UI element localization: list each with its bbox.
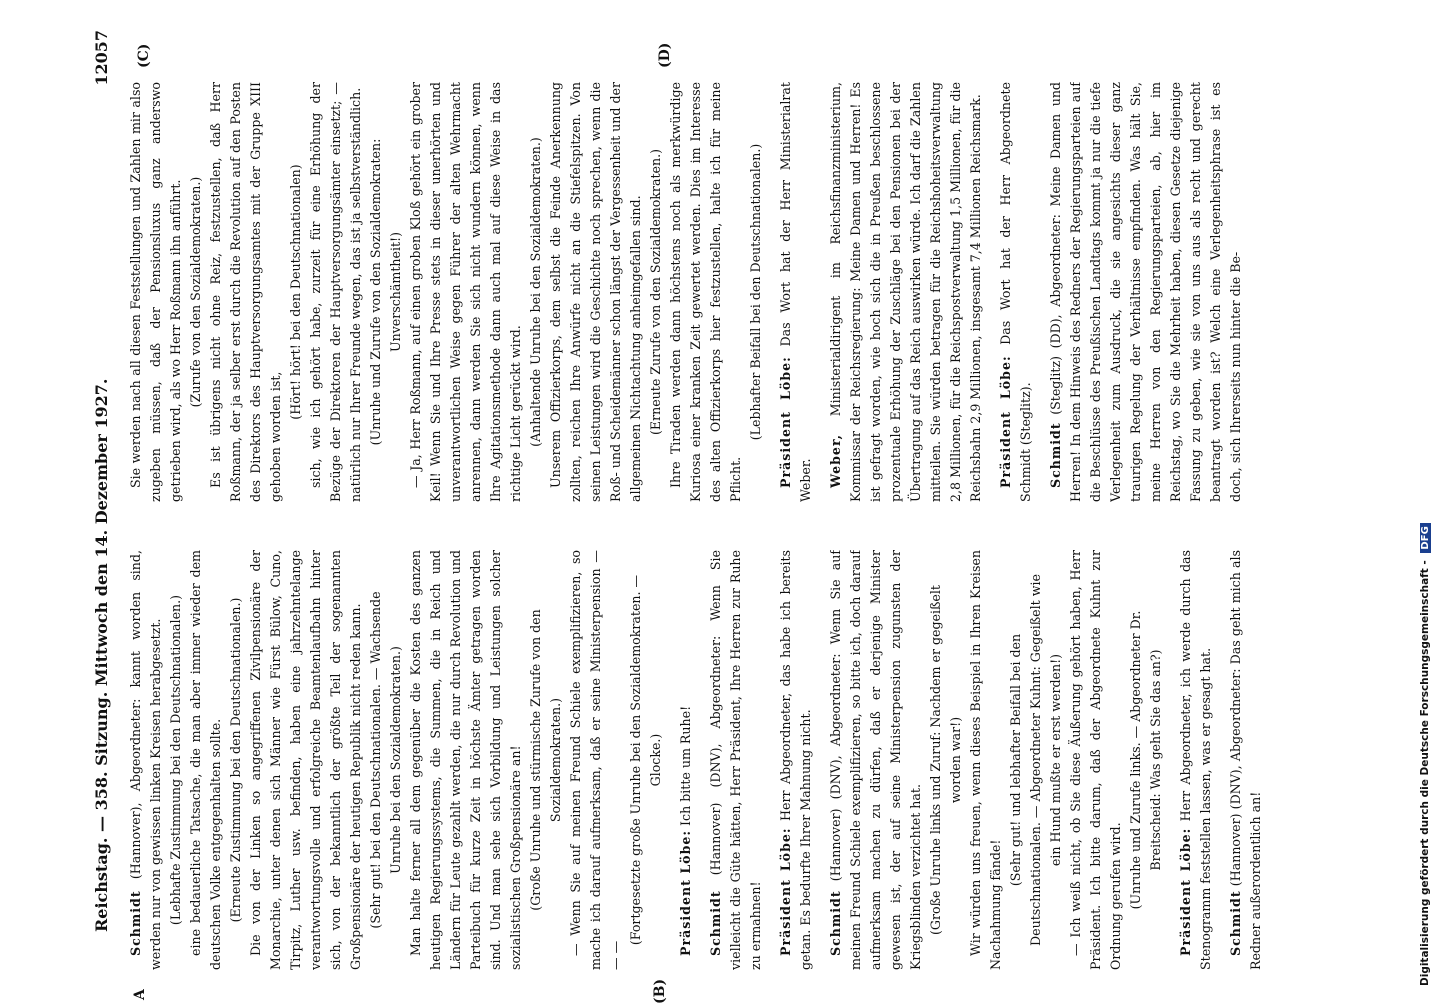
paragraph-text: (Hannover), Abgeordneter: kannt worden sind, werden nur von gewissen linken Kreisen herabgesetzt.: [128, 550, 163, 970]
paragraph-text: Es ist übrigens nicht ohne Reiz, festzustellen, daß Herr Roßmann, der ja selber erst durch die Revolution auf den Posten des Direktors des Hauptversorgungsamtes mit der Gruppe XIII gehoben worden ist,: [208, 82, 283, 502]
paragraph-text: Die von der Linken so angegriffenen Zivilpensionäre der Monarchie, unter denen sich Männer wie Fürst Bülow, Cuno, Tirpitz, Luther usw. befinden, haben eine jahrzehntelange verantwortungsvolle und erfolgreiche Beamtenlaufbahn hinter sich, von der bekanntlich der größte Teil der sogenannten Großpensionäre der heutigen Republik nicht reden kann.: [248, 550, 363, 970]
paragraph-text: (Zurufe von den Sozialdemokraten.): [188, 176, 203, 408]
paragraph-text: (Hannover) (DNV), Abgeordneter: Wenn Sie auf meinen Freund Schiele exemplifizieren, so bitte ich, doch darauf aufmerksam machen zu dürfen, daß er derjenige Minister gewesen ist, der auf seine Ministerpension zugunsten der Kriegsblinden verzichtet hat.: [828, 550, 923, 970]
paragraph-text: (Unruhe und Zurufe links. — Abgeordneter Dr. Breitscheid: Was geht Sie das an?): [1128, 610, 1163, 910]
paragraph-text: Herr Abgeordneter, ich werde durch das Stenogramm feststellen lassen, was er gesagt hat.: [1178, 550, 1213, 970]
paragraph: [966, 550, 1006, 970]
paragraph: [206, 82, 286, 502]
paragraph: [776, 82, 816, 502]
paragraph: [526, 82, 546, 502]
paragraph: [566, 550, 626, 970]
paragraph-text: (Fortgesetzte große Unruhe bei den Sozialdemokraten. — Glocke.): [628, 574, 663, 946]
paragraph-text: Ministerialdirigent im Reichsfinanzministerium, Kommissar der Reichsregierung: Meine Damen und Herren! Es ist gefragt worden, wie hoch sich die in Preußen beschlossene prozentuale Erhöhung der Zuschläge bei den Pensionen bei der Übertragung auf das Reich auswirken würde. Ich darf die Zahlen mitteilen. Sie würden betragen für die Reichshoheitsverwaltung 2,8 Millionen, für die Reichspostverwaltung 1,5 Millionen, für die Reichsbahn 2,9 Millionen, insgesamt 7,4 Millionen Reichsmark.: [828, 82, 983, 502]
paragraph-text: — Wenn Sie auf meinen Freund Schiele exemplifizieren, so mache ich darauf aufmerksam, daß er seine Ministerpension — — —: [568, 550, 623, 970]
margin-letter-d: (D): [657, 42, 673, 68]
speaker-name: Schmidt: [128, 890, 143, 956]
speaker-name: Präsident Löbe:: [778, 356, 793, 488]
paragraph: [1176, 550, 1216, 970]
rotated-document-page: [92, 30, 1382, 1004]
paragraph: [646, 82, 666, 502]
digitization-credit-text: Digitalisierung gefördert durch die Deutsche Forschungsgemeinschaft -: [1419, 560, 1431, 986]
paragraph: [926, 550, 966, 970]
paragraph-text: Das Wort hat der Herr Ministerialrat Weber.: [778, 82, 813, 502]
speaker-name: Schmidt: [1228, 890, 1243, 956]
paragraph-text: Wir würden uns freuen, wenn dieses Beispiel in Ihren Kreisen Nachahmung fände!: [968, 550, 1003, 970]
paragraph: [666, 82, 746, 502]
paragraph-text: (Steglitz) (DD), Abgeordneter: Meine Damen und Herren! In dem Hinweis des Redners der Regierungsparteien auf die Beschlüsse des Preußischen Landtags kommt ja nur die tiefe Verlegenheit zum Ausdruck, die sie angesichts dieser ganz traurigen Regelung der Verhältnisse empfinden. Was hält Sie, meine Herren von den Regierungsparteien, ab, hier im Reichstag, wo Sie die Mehrheit haben, diesen Gesetze diejenige Fassung zu geben, wie sie von uns aus als recht und gerecht beantragt worden ist? Welch eine Verlegenheitsphrase ist es doch, sich Ihrerseits nun hinter die Be-: [1048, 82, 1243, 502]
paragraph-text: (Sehr gut! und lebhafter Beifall bei den Deutschnationalen. — Abgeordneter Kuhnt: Gegeißelt wie ein Hund mußte er erst werden!): [1008, 574, 1063, 946]
page-header: [92, 30, 116, 970]
dfg-logo-badge: DFG: [1420, 523, 1431, 552]
paragraph: [286, 82, 306, 502]
paragraph-text: Sie werden nach all diesen Feststellungen und Zahlen mir also zugeben müssen, daß der Pensionsluxus ganz anderswo getrieben wird, als wo Herr Roßmann ihn anführt.: [128, 82, 183, 502]
paragraph-text: (Hannover) (DNV), Abgeordneter: Das geht mich als Redner außerordentlich an!: [1228, 550, 1263, 970]
paragraph: [1006, 550, 1066, 970]
paragraph: [126, 550, 166, 970]
paragraph: [1126, 550, 1166, 970]
paragraph: [546, 82, 646, 502]
paragraph: [996, 82, 1036, 502]
margin-letter-c: (C): [136, 43, 152, 68]
speaker-name: Schmidt: [708, 890, 723, 956]
paragraph: [706, 550, 766, 970]
speaker-name: Schmidt: [828, 890, 843, 956]
paragraph: [676, 550, 696, 970]
paragraph-text: (Lebhafter Beifall bei den Deutschnationalen.): [748, 143, 763, 441]
paragraph-text: — Ich weiß nicht, ob Sie diese Äußerung gehört haben, Herr Präsident. Ich bitte darum, daß der Abgeordnete Kuhnt zur Ordnung gerufen wird.: [1068, 550, 1123, 970]
paragraph-text: (Anhaltende Unruhe bei den Sozialdemokraten.): [528, 137, 543, 447]
header-running-title: Reichstag. — 358. Sitzung. Mittwoch den 14. Dezember 1927.: [92, 378, 111, 932]
speaker-name: Schmidt: [1048, 422, 1063, 488]
speaker-name: Präsident Löbe:: [678, 829, 693, 956]
paragraph-text: (Unruhe und Zurufe von den Sozialdemokraten: Unverschämtheit!): [368, 138, 403, 446]
paragraph: [246, 550, 366, 970]
paragraph-text: sich, wie ich gehört habe, zurzeit für eine Erhöhung der Bezüge der Direktoren der Hauptversorgungsämter einsetzt; — natürlich nur Ihrer Freunde wegen, das ist ja selbstverständlich.: [308, 82, 363, 502]
paragraph: [406, 550, 526, 970]
right-text-column: [126, 82, 1376, 502]
paragraph: [406, 82, 526, 502]
paragraph-text: (Erneute Zustimmung bei den Deutschnationalen.): [228, 597, 243, 923]
paragraph: [526, 550, 566, 970]
paragraph: [366, 550, 406, 970]
paragraph-text: (Große Unruhe links und Zuruf: Nachdem er gegeißelt worden war!): [928, 585, 963, 935]
paragraph: [1226, 550, 1266, 970]
paragraph-text: (Hannover) (DNV), Abgeordneter: Wenn Sie vielleicht die Güte hätten, Herr Präsident, Ihre Herren zur Ruhe zu ermahnen!: [708, 550, 763, 970]
paragraph-text: (Sehr gut! bei den Deutschnationalen. — Wachsende Unruhe bei den Sozialdemokraten.): [368, 591, 403, 929]
paragraph: [126, 82, 186, 502]
margin-letter-b: (B): [652, 978, 668, 1004]
paragraph-text: (Erneute Zurufe von den Sozialdemokraten.): [648, 148, 663, 436]
paragraph: [626, 550, 666, 970]
paragraph: [306, 82, 366, 502]
paragraph: [166, 550, 186, 970]
paragraph-text: Das Wort hat der Herr Abgeordnete Schmidt (Steglitz).: [998, 82, 1033, 502]
speaker-name: Präsident Löbe:: [998, 355, 1013, 488]
paragraph-text: (Hört! hört! bei den Deutschnationalen): [288, 164, 303, 420]
left-text-column: [126, 550, 1376, 970]
paragraph-text: eine bedauerliche Tatsache, die man aber immer wieder dem deutschen Volke entgegenhalten sollte.: [188, 550, 223, 970]
paragraph: [776, 550, 816, 970]
speaker-name: Präsident Löbe:: [1178, 827, 1193, 956]
paragraph-text: Man halte ferner all dem gegenüber die Kosten des ganzen heutigen Regierungssystems, die Summen, die in Reich und Ländern für Leute gezahlt werden, die nur durch Revolution und Parteibuch für kurze Zeit in höchste Ämter getragen worden sind. Und man sehe sich Vorbildung und Leistungen solcher sozialistischen Großpensionäre an!: [408, 550, 523, 970]
margin-letter-a: A: [132, 989, 148, 1000]
paragraph-text: (Große Unruhe und stürmische Zurufe von den Sozialdemokraten.): [528, 609, 563, 911]
paragraph-text: (Lebhafte Zustimmung bei den Deutschnationalen.): [168, 594, 183, 926]
paragraph: [826, 82, 986, 502]
paragraph-text: Herr Abgeordneter, das habe ich bereits getan. Es bedurfte Ihrer Mahnung nicht.: [778, 550, 813, 970]
paragraph-text: Ihre Tiraden werden dann höchstens noch als merkwürdige Kuriosa einer kranken Zeit gewertet werden. Dies im Interesse des alten Offizierkorps hier festzustellen, halte ich für meine Pflicht.: [668, 82, 743, 502]
paragraph: [186, 82, 206, 502]
paragraph: [746, 82, 766, 502]
paragraph-text: Ich bitte um Ruhe!: [678, 705, 693, 830]
paragraph: [366, 82, 406, 502]
paragraph: [1066, 550, 1126, 970]
speaker-name: Weber,: [828, 433, 843, 488]
paragraph: [826, 550, 926, 970]
paragraph: [226, 550, 246, 970]
digitization-credit: [1419, 86, 1433, 986]
speaker-name: Präsident Löbe:: [778, 827, 793, 956]
header-page-number: 12057: [92, 30, 111, 86]
paragraph: [186, 550, 226, 970]
paragraph-text: Unserem Offizierkorps, dem selbst die Feinde Anerkennung zollten, reichen Ihre Anwürfe nicht an die Stiefelspitzen. Von seinen Leistungen wird die Geschichte noch sprechen, wenn die Roß- und Scheidemänner schon längst der Vergessenheit und der allgemeinen Nichtachtung anheimgefallen sind.: [548, 82, 643, 502]
paragraph: [1046, 82, 1246, 502]
paragraph-text: — Ja, Herr Roßmann, auf einen groben Kloß gehört ein grober Keil! Wenn Sie und Ihre Presse stets in dieser unerhörten und unverantwortlichen Weise gegen Führer der alten Wehrmacht anrennen, dann werden Sie sich nicht wundern können, wenn Ihre Agitationsmethode dann auch mal auf diese Weise in das richtige Licht gerückt wird.: [408, 82, 523, 502]
